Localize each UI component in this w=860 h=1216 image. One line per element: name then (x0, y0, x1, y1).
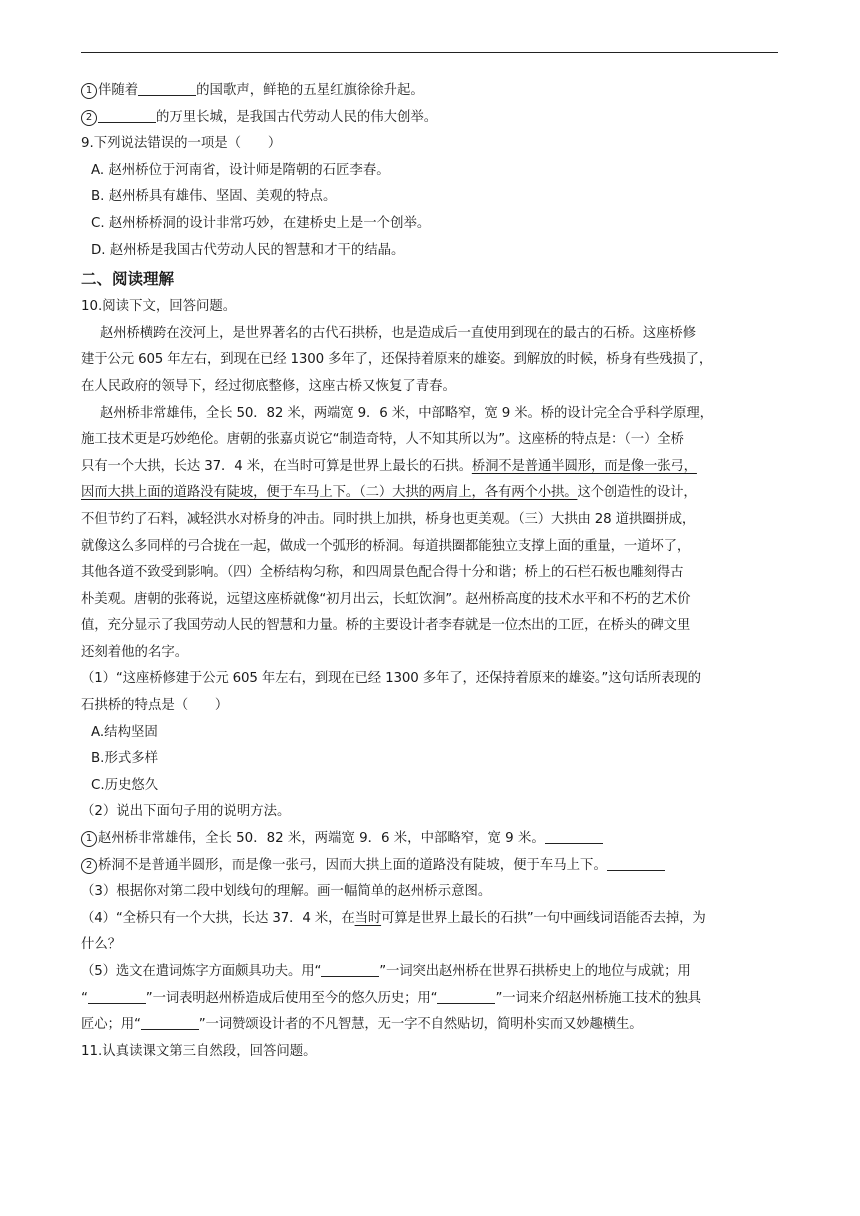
q9-option-d[interactable]: D. 赵州桥是我国古代劳动人民的智慧和才干的结晶。 (91, 242, 405, 258)
answer-blank[interactable] (138, 81, 196, 96)
fill-item-2: 2 的万里长城，是我国古代劳动人民的伟大创举。 (81, 105, 778, 132)
answer-blank[interactable] (88, 989, 146, 1004)
answer-blank[interactable] (437, 989, 495, 1004)
sub-question-5-cont: 匠心；用“ ”一词赞颂设计者的不凡智慧，无一字不自然贴切，简明朴实而又妙趣横生。 (81, 1017, 643, 1033)
sub-question-2: （2）说出下面句子用的说明方法。 (81, 804, 291, 820)
sub-question-5-cont: “ ”一词表明赵州桥造成后使用至今的悠久历史；用“ ”一词来介绍赵州桥施工技术的独具 (81, 990, 701, 1006)
passage-line: 其他各道不致受到影响。（四）全桥结构匀称，和四周景色配合得十分和谐；桥上的石栏石板也雕刻得古 (81, 565, 684, 581)
answer-blank[interactable] (98, 108, 156, 123)
sub1-option-a[interactable]: A.结构坚固 (91, 724, 158, 740)
circled-number: 1 (81, 83, 97, 99)
sub-question-1: （1）“这座桥修建于公元 605 年左右，到现在已经 1300 多年了，还保持着原来的雄姿。”这句话所表现的 (81, 671, 701, 687)
circled-number: 1 (81, 831, 97, 847)
passage-line: 只有一个大拱，长达 37．4 米，在当时可算是世界上最长的石拱。桥洞不是普通半圆形，而是像一张弓， (81, 458, 697, 474)
answer-blank[interactable] (321, 962, 379, 977)
passage-line: 建于公元 605 年左右，到现在已经 1300 多年了，还保持着原来的雄姿。到解放的时候，桥身有些残损了， (81, 352, 713, 368)
passage-line: 施工技术更是巧妙绝伦。唐朝的张嘉贞说它“制造奇特，人不知其所以为”。这座桥的特点是：（一）全桥 (81, 432, 684, 448)
sub-question-5: （5）选文在遣词炼字方面颇具功夫。用“ ”一词突出赵州桥在世界石拱桥史上的地位与成就；用 (81, 964, 691, 979)
passage-line: 赵州桥非常雄伟，全长 50．82 米，两端宽 9．6 米，中部略窄，宽 9 米。桥的设计完全合乎科学原理， (100, 405, 713, 421)
passage-line: 值，充分显示了我国劳动人民的智慧和力量。桥的主要设计者李春就是一位杰出的工匠，在桥头的碑文里 (81, 618, 691, 634)
question-11-stem: 11.认真读课文第三自然段，回答问题。 (81, 1043, 317, 1059)
passage-line: 还刻着他的名字。 (81, 644, 189, 660)
sub1-option-c[interactable]: C.历史悠久 (91, 777, 159, 793)
section-heading: 二、阅读理解 (81, 270, 175, 289)
header-rule (81, 52, 778, 53)
sub-question-4: （4）“全桥只有一个大拱，长达 37．4 米，在当时可算是世界上最长的石拱”一句中画线词语能否去掉，为 (81, 910, 706, 926)
circled-number: 2 (81, 858, 97, 874)
passage-line: 就像这么多同样的弓合拢在一起，做成一个弧形的桥洞。每道拱圈都能独立支撑上面的重量，一道坏了， (81, 538, 691, 554)
question-9-stem: 9.下列说法错误的一项是（ ） (81, 136, 282, 152)
sub2-item-2: 2 桥洞不是普通半圆形，而是像一张弓，因而大拱上面的道路没有陡坡，便于车马上下。 (81, 853, 778, 880)
sub-question-1-cont: 石拱桥的特点是（ ） (81, 698, 229, 714)
q9-option-a[interactable]: A. 赵州桥位于河南省，设计师是隋朝的石匠李春。 (91, 162, 390, 178)
answer-blank[interactable] (607, 856, 665, 871)
passage-line: 因而大拱上面的道路没有陡坡，便于车马上下。（二）大拱的两肩上，各有两个小拱。这个创造性的设计， (81, 485, 697, 501)
fill-item-1: 1 伴随着 的国歌声，鲜艳的五星红旗徐徐升起。 (81, 78, 778, 105)
passage-line: 不但节约了石料，减轻洪水对桥身的冲击。同时拱上加拱，桥身也更美观。（三）大拱由 28 道拱圈拼成， (81, 511, 696, 527)
sub-question-3: （3）根据你对第二段中划线句的理解。画一幅简单的赵州桥示意图。 (81, 884, 492, 900)
underlined-sentence: 桥洞不是普通半圆形，而是像一张弓， (471, 458, 697, 474)
passage-line: 赵州桥横跨在洨河上，是世界著名的古代石拱桥，也是造成后一直使用到现在的最古的石桥。这座桥修 (100, 325, 696, 341)
sub2-item-1: 1 赵州桥非常雄伟，全长 50．82 米，两端宽 9．6 米，中部略窄，宽 9 米。 (81, 826, 778, 853)
underlined-word: 当时 (354, 910, 382, 926)
q9-option-c[interactable]: C. 赵州桥桥洞的设计非常巧妙，在建桥史上是一个创举。 (91, 215, 431, 231)
question-10-stem: 10.阅读下文，回答问题。 (81, 299, 237, 315)
q9-option-b[interactable]: B. 赵州桥具有雄伟、坚固、美观的特点。 (91, 189, 337, 205)
underlined-sentence: 因而大拱上面的道路没有陡坡，便于车马上下。（二）大拱的两肩上，各有两个小拱。 (81, 485, 578, 501)
worksheet-page (81, 78, 778, 1065)
circled-number: 2 (81, 110, 97, 126)
sub-question-4-cont: 什么？ (81, 937, 122, 953)
passage-line: 朴美观。唐朝的张蒋说，远望这座桥就像“初月出云，长虹饮涧”。赵州桥高度的技术水平和不朽的艺术价 (81, 591, 691, 607)
answer-blank[interactable] (545, 829, 603, 844)
answer-blank[interactable] (141, 1015, 199, 1030)
passage-line: 在人民政府的领导下，经过彻底整修，这座古桥又恢复了青春。 (81, 378, 456, 394)
sub1-option-b[interactable]: B.形式多样 (91, 751, 159, 767)
